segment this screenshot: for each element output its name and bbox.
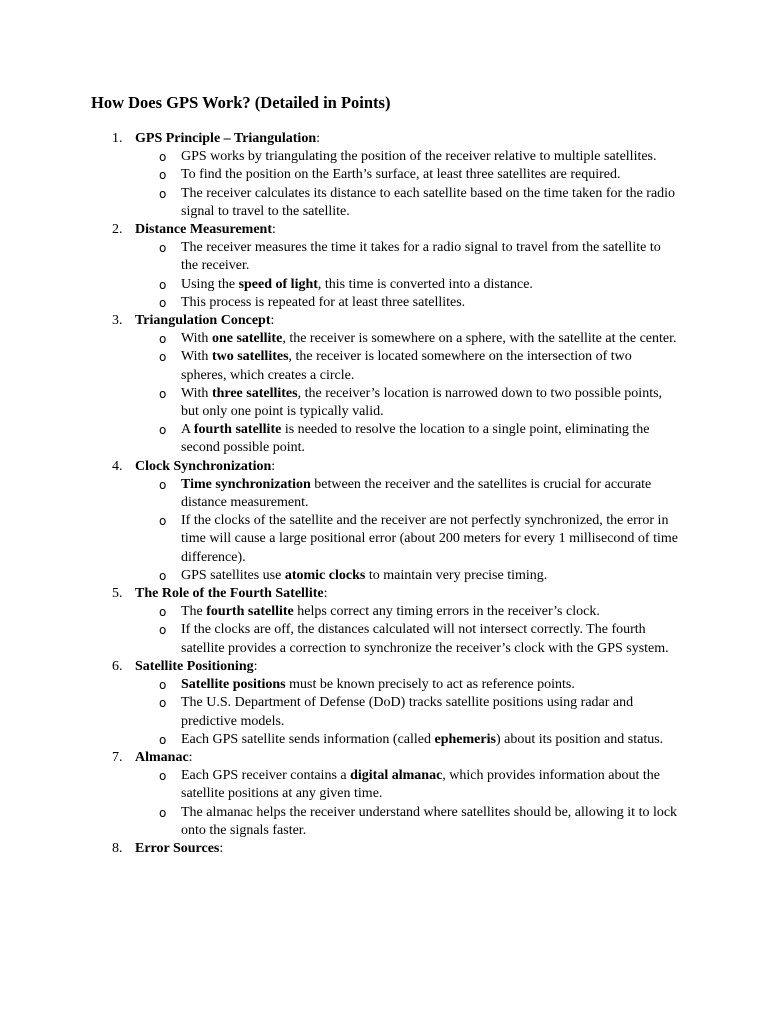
bullet-text <box>181 568 547 583</box>
bullet-point <box>135 348 678 384</box>
bold-text: three satellites <box>211 385 298 401</box>
bullet-circle-icon: o <box>159 568 167 583</box>
section-number: 5. <box>112 586 123 602</box>
bullet-point <box>135 185 678 221</box>
section-heading-text: Almanac <box>135 749 189 765</box>
bullet-circle-icon: o <box>159 350 167 365</box>
bullet-text <box>181 422 650 455</box>
text-run: The receiver calculates its distance to each satellite based on the time taken for the radio signal to travel to the satellite. <box>181 185 676 219</box>
bullet-text <box>181 695 633 728</box>
bullet-point <box>135 166 678 184</box>
text-run: Each GPS receiver contains a <box>181 768 351 784</box>
bullet-text <box>181 167 620 182</box>
section-list <box>0 130 768 858</box>
section-heading-text: Satellite Positioning <box>135 658 254 674</box>
text-run: GPS works by triangulating the position of the receiver relative to multiple satellites. <box>181 149 657 165</box>
bullet-circle-icon: o <box>159 605 167 620</box>
text-run: helps correct any timing errors in the receiver’s clock. <box>293 604 600 620</box>
bullet-point <box>135 385 678 421</box>
bullet-point <box>135 567 678 585</box>
bullet-list <box>135 148 768 221</box>
bullet-point <box>135 421 678 457</box>
bullet-point <box>135 694 678 730</box>
text-run: With <box>181 349 212 365</box>
section-heading: Almanac: <box>135 749 193 765</box>
text-run: , which provides information about the satellite positions at any given time. <box>181 768 661 802</box>
bullet-point <box>135 476 678 512</box>
bullet-text <box>181 295 465 310</box>
bullet-point <box>135 330 678 348</box>
bullet-text <box>181 186 675 219</box>
section-item <box>0 130 768 221</box>
section-heading: Clock Synchronization: <box>135 458 276 474</box>
bullet-list <box>135 476 768 585</box>
bullet-text <box>181 677 575 692</box>
section-number: 4. <box>112 458 123 474</box>
bullet-circle-icon: o <box>159 277 167 292</box>
bullet-text <box>181 622 669 655</box>
bullet-circle-icon: o <box>159 769 167 784</box>
bullet-circle-icon: o <box>159 241 167 256</box>
section-number: 1. <box>112 131 123 146</box>
text-run: , the receiver is somewhere on a sphere, with the satellite at the center. <box>282 331 677 347</box>
section-item <box>0 458 768 585</box>
section-heading: Triangulation Concept: <box>135 313 275 329</box>
section-heading: GPS Principle – Triangulation: <box>135 131 321 146</box>
section-heading-text: Triangulation Concept <box>135 313 271 329</box>
bold-text: fourth satellite <box>206 604 294 620</box>
bullet-text <box>181 386 662 419</box>
text-run: , this time is converted into a distance. <box>317 276 533 292</box>
bullet-text <box>181 477 651 510</box>
bold-text: ephemeris <box>434 731 496 747</box>
section-heading-text: Distance Measurement <box>135 222 272 238</box>
bullet-point <box>135 621 678 657</box>
text-run: , the receiver’s location is narrowed down to two possible points, but only one point is typically valid. <box>181 385 663 420</box>
text-run: to maintain very precise timing. <box>365 567 548 583</box>
bold-text: digital almanac <box>350 768 443 784</box>
text-run: GPS satellites use <box>181 567 285 583</box>
section-heading: Distance Measurement: <box>135 222 276 238</box>
bullet-circle-icon: o <box>159 386 167 401</box>
section-heading-text: The Role of the Fourth Satellite <box>135 586 324 602</box>
section-item <box>0 585 768 658</box>
bullet-circle-icon: o <box>159 423 167 438</box>
document-title: How Does GPS Work? (Detailed in Points) <box>91 93 391 112</box>
section-heading: Satellite Positioning: <box>135 658 258 674</box>
bullet-circle-icon: o <box>159 332 167 347</box>
bullet-list <box>135 676 768 749</box>
text-run: The U.S. Department of Defense (DoD) tracks satellite positions using radar and predictive models. <box>181 695 634 729</box>
section-heading-text: Error Sources <box>135 840 220 856</box>
bullet-text <box>181 349 632 382</box>
bullet-circle-icon: o <box>159 696 167 711</box>
section-item <box>0 840 768 858</box>
bullet-point <box>135 512 678 567</box>
text-run: must be known precisely to act as reference points. <box>285 677 575 693</box>
bullet-point <box>135 804 678 840</box>
section-heading: The Role of the Fourth Satellite: <box>135 586 328 602</box>
bullet-circle-icon: o <box>159 514 167 529</box>
text-run: The receiver measures the time it takes for a radio signal to travel from the satellite to the receiver. <box>181 240 661 274</box>
section-heading-text: Clock Synchronization <box>135 458 272 474</box>
text-run: To find the position on the Earth’s surface, at least three satellites are required. <box>181 167 621 183</box>
section-heading-text: GPS Principle – Triangulation <box>135 131 317 146</box>
bullet-circle-icon: o <box>159 295 167 310</box>
bold-text: Time synchronization <box>181 476 311 492</box>
bullet-circle-icon: o <box>159 678 167 693</box>
bullet-circle-icon: o <box>159 732 167 747</box>
bullet-circle-icon: o <box>159 150 167 165</box>
text-run: ) about its position and status. <box>495 731 664 747</box>
section-number: 6. <box>112 658 123 674</box>
bullet-text <box>181 277 533 292</box>
text-run: The almanac helps the receiver understand where satellites should be, allowing it to lock onto the signals faster. <box>181 804 678 838</box>
bullet-list <box>135 603 768 658</box>
text-run: This process is repeated for at least three satellites. <box>181 294 466 310</box>
section-item <box>0 312 768 458</box>
bullet-point <box>135 239 678 275</box>
bullet-text <box>181 240 661 273</box>
bullet-circle-icon: o <box>159 186 167 201</box>
bullet-text <box>181 604 600 619</box>
section-item <box>0 221 768 312</box>
section-number: 7. <box>112 749 123 765</box>
bold-text: one satellite <box>211 331 283 347</box>
bullet-text <box>181 331 677 346</box>
bullet-text <box>181 732 663 747</box>
bullet-point <box>135 731 678 749</box>
bullet-circle-icon: o <box>159 805 167 820</box>
text-run: between the receiver and the satellites is crucial for accurate distance measurement. <box>181 476 652 511</box>
bullet-circle-icon: o <box>159 623 167 638</box>
bullet-point <box>135 276 678 294</box>
text-run: A <box>181 422 194 438</box>
text-run: Using the <box>181 276 239 292</box>
text-run: The <box>181 604 207 620</box>
text-run: With <box>181 385 212 401</box>
bullet-text <box>181 513 678 564</box>
bullet-text <box>181 805 677 838</box>
section-number: 3. <box>112 313 123 329</box>
text-run: , the receiver is located somewhere on the intersection of two spheres, which creates a circle. <box>181 349 632 383</box>
section-number: 2. <box>112 222 123 238</box>
bullet-point <box>135 767 678 803</box>
bullet-list <box>135 767 768 840</box>
bold-text: Satellite positions <box>181 677 286 693</box>
bullet-point <box>135 294 678 312</box>
bullet-list <box>135 330 768 457</box>
section-heading: Error Sources: <box>135 840 224 856</box>
bold-text: atomic clocks <box>284 567 366 583</box>
section-item <box>0 658 768 749</box>
text-run: With <box>181 331 212 347</box>
bold-text: two satellites <box>211 349 289 365</box>
bullet-text <box>181 768 660 801</box>
section-item <box>0 749 768 840</box>
bullet-point <box>135 603 678 621</box>
text-run: If the clocks are off, the distances calculated will not intersect correctly. The fourth satellite provides a correction to synchronize the receiver’s clock with the GPS system. <box>181 622 669 656</box>
text-run: If the clocks of the satellite and the receiver are not perfectly synchronized, the error in time will cause a large positional error (about 200 meters for every 1 millisecond of time difference). <box>181 513 678 565</box>
bullet-circle-icon: o <box>159 168 167 183</box>
text-run: Each GPS satellite sends information (called <box>181 731 435 747</box>
text-run: is needed to resolve the location to a single point, eliminating the second possible point. <box>181 422 650 456</box>
bullet-text <box>181 149 657 164</box>
bullet-point <box>135 148 678 166</box>
bullet-point <box>135 676 678 694</box>
bullet-list <box>135 239 768 312</box>
section-number: 8. <box>112 840 123 856</box>
bullet-circle-icon: o <box>159 477 167 492</box>
bold-text: speed of light <box>238 276 318 292</box>
bold-text: fourth satellite <box>193 422 282 438</box>
